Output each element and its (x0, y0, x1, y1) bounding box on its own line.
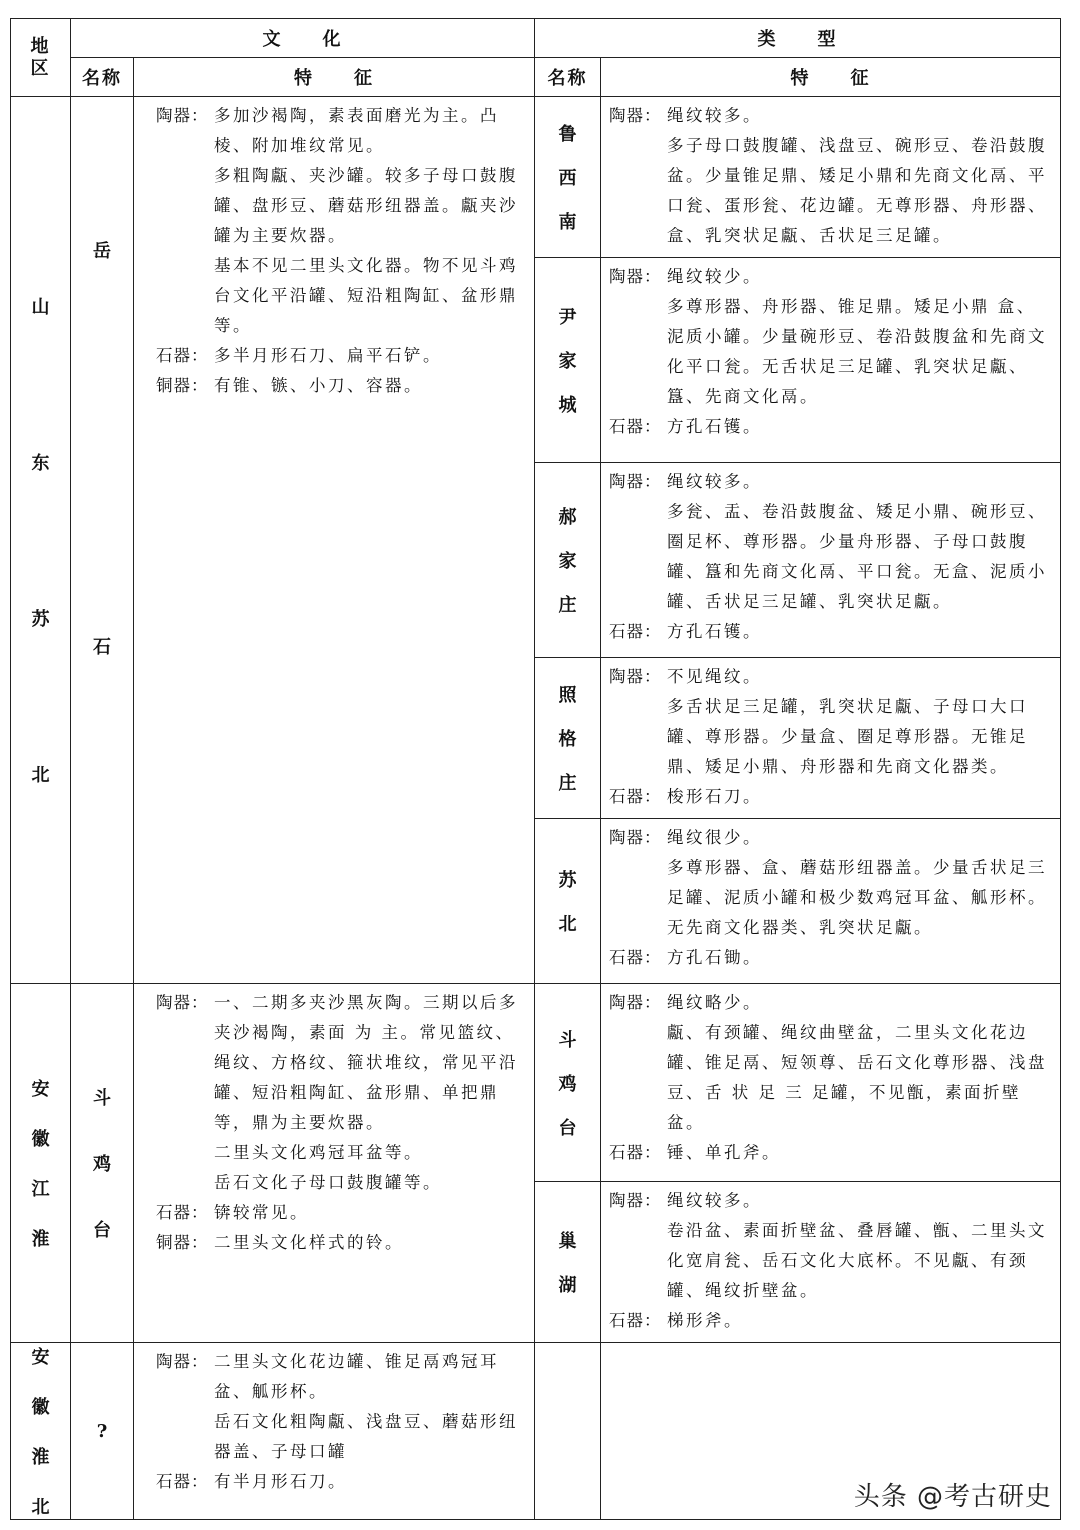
type-features-cell (601, 258, 1061, 463)
feature-paragraphs (214, 341, 526, 371)
feature-text: 卷沿盆、素面折壁盆、叠唇罐、甑、二里头文化宽肩瓮、岳石文化大底杯。不见甗、有颈罐、绳纹折壁盆。 (667, 1221, 1047, 1300)
region-label (11, 1075, 70, 1251)
culture-features-cell (134, 97, 535, 984)
category-label: 陶器： (156, 993, 209, 1012)
type-name-cell (535, 1182, 601, 1343)
type-name (535, 303, 600, 417)
culture-name (71, 1084, 133, 1242)
category-label: 陶器： (609, 828, 662, 847)
type-features-cell (601, 658, 1061, 819)
category-label: 石器： (609, 787, 662, 806)
feature-paragraphs (214, 1467, 526, 1497)
type-name-char: 尹 (558, 307, 577, 328)
type-name-char: 湖 (558, 1275, 577, 1296)
region-char: 安 (31, 1079, 50, 1100)
header-culture: 文 化 (71, 19, 535, 58)
feature-text: 多尊形器、盒、蘑菇形纽器盖。少量舌状足三足罐、泥质小罐和极少数鸡冠耳盆、觚形杯。无先商文化器类、乳突状足甗。 (667, 858, 1047, 937)
culture-name-char: 岳 (93, 241, 111, 262)
feature-entry (609, 988, 1052, 1138)
feature-text: 多舌状足三足罐，乳突状足甗、子母口大口罐、尊形器。少量盒、圈足尊形器。无锥足鼎、矮足小鼎、舟形器和先商文化器类。 (667, 697, 1028, 776)
feature-paragraphs (667, 782, 1052, 812)
category-label: 铜器： (156, 1233, 209, 1252)
category-label: 石器： (609, 948, 662, 967)
feature-paragraphs (214, 371, 526, 401)
header-type-name: 名称 (535, 58, 601, 97)
type-features-cell (601, 97, 1061, 258)
table-row (11, 1343, 1061, 1520)
feature-paragraphs (214, 1347, 526, 1467)
feature-paragraphs (667, 262, 1052, 412)
header-region-text: 地区 (30, 35, 51, 79)
feature-entry (609, 101, 1052, 251)
feature-text: 方孔石锄。 (667, 948, 762, 967)
type-name-char: 鲁 (558, 124, 577, 145)
culture-name-char: 石 (93, 637, 111, 658)
region-char: 安 (31, 1347, 50, 1368)
category-label: 陶器： (156, 106, 209, 125)
feature-entry (156, 988, 526, 1198)
feature-text: 多加沙褐陶，素表面磨光为主。凸棱、附加堆纹常见。 (214, 106, 499, 155)
region-char: 北 (31, 765, 50, 786)
category-label: 石器： (156, 346, 209, 365)
region-cell (11, 97, 71, 984)
feature-paragraphs (214, 1228, 526, 1258)
feature-text: 方孔石镬。 (667, 622, 762, 641)
feature-entry (609, 662, 1052, 782)
feature-paragraphs (667, 101, 1052, 251)
header-type: 类 型 (535, 19, 1061, 58)
feature-text: 多瓮、盂、卷沿鼓腹盆、矮足小鼎、碗形豆、圈足杯、尊形器。少量舟形器、子母口鼓腹罐、簋和先商文化鬲、平口瓮。无盒、泥质小罐、舌状足三足罐、乳突状足甗。 (667, 502, 1047, 611)
type-features-cell (601, 1182, 1061, 1343)
type-name (535, 1227, 600, 1297)
feature-entry (609, 1306, 1052, 1336)
type-name (535, 503, 600, 617)
feature-entry (156, 1467, 526, 1497)
type-name-char: 西 (558, 168, 577, 189)
category-label: 石器： (156, 1203, 209, 1222)
feature-entry (156, 1228, 526, 1258)
culture-name-cell (71, 97, 134, 984)
feature-text: 梯形斧。 (667, 1311, 743, 1330)
category-label: 陶器： (609, 993, 662, 1012)
type-name (535, 1026, 600, 1140)
feature-text: 绳纹较多。 (667, 1191, 762, 1210)
culture-name (71, 97, 133, 659)
region-char: 苏 (31, 609, 50, 630)
feature-paragraphs (667, 1186, 1052, 1306)
region-char: 山 (31, 297, 50, 318)
header-row-1 (11, 19, 1061, 58)
type-name-char: 庄 (558, 595, 577, 616)
feature-text: 有锥、镞、小刀、容器。 (214, 376, 423, 395)
feature-text: 二里头文化花边罐、锥足鬲鸡冠耳盆、觚形杯。 (214, 1352, 499, 1401)
feature-text: 梭形石刀。 (667, 787, 762, 806)
feature-text: 绳纹略少。 (667, 993, 762, 1012)
type-name (535, 866, 600, 936)
category-label: 石器： (609, 622, 662, 641)
culture-name-char: 鸡 (93, 1154, 111, 1175)
category-label: 石器： (609, 1143, 662, 1162)
feature-text: 一、二期多夹沙黑灰陶。三期以后多夹沙褐陶，素面 为 主。常见篮纹、绳纹、方格纹、箍状堆纹，常见平沿罐、短沿粗陶缸、盆形鼎、单把鼎等，鼎为主要炊器。 (214, 993, 518, 1132)
culture-name-cell (71, 984, 134, 1343)
culture-name (71, 1421, 133, 1442)
feature-paragraphs (667, 1306, 1052, 1336)
culture-name-char: 斗 (93, 1088, 111, 1109)
feature-paragraphs (667, 1138, 1052, 1168)
feature-entry (609, 262, 1052, 412)
culture-name-char: 台 (93, 1220, 111, 1241)
feature-paragraphs (667, 943, 1052, 973)
feature-text: 锛较常见。 (214, 1203, 309, 1222)
feature-entry (609, 412, 1052, 442)
type-name-char: 照 (558, 685, 577, 706)
feature-text: 岳石文化子母口鼓腹罐等。 (214, 1173, 442, 1192)
feature-text: 多尊形器、舟形器、锥足鼎。矮足小鼎 盒、泥质小罐。少量碗形豆、卷沿鼓腹盆和先商文化平口瓮。无舌状足三足罐、乳突状足甗、簋、先商文化鬲。 (667, 297, 1047, 406)
comparison-table (10, 18, 1061, 1520)
type-features-cell (601, 463, 1061, 658)
region-char: 淮 (31, 1447, 50, 1468)
type-name-char: 家 (558, 351, 577, 372)
header-culture-feature: 特 征 (134, 58, 535, 97)
feature-text: 二里头文化样式的铃。 (214, 1233, 404, 1252)
category-label: 铜器： (156, 376, 209, 395)
category-label: 石器： (609, 1311, 662, 1330)
region-char: 江 (31, 1179, 50, 1200)
category-label: 石器： (156, 1472, 209, 1491)
type-name (535, 120, 600, 234)
category-label: 陶器： (609, 1191, 662, 1210)
feature-entry (156, 101, 526, 341)
culture-name-cell (71, 1343, 134, 1520)
region-char: 淮 (31, 1229, 50, 1250)
culture-features-cell (134, 984, 535, 1343)
type-features-cell (601, 819, 1061, 984)
category-label: 陶器： (609, 472, 662, 491)
type-name-cell (535, 658, 601, 819)
type-name-cell-empty (535, 1343, 601, 1520)
type-name-char: 鸡 (558, 1073, 577, 1095)
culture-features-cell (134, 1343, 535, 1520)
type-name-char: 北 (558, 914, 577, 935)
type-name-cell (535, 819, 601, 984)
feature-paragraphs (667, 823, 1052, 943)
feature-text: 不见绳纹。 (667, 667, 762, 686)
category-label: 陶器： (609, 667, 662, 686)
feature-text: 绳纹很少。 (667, 828, 762, 847)
feature-entry (609, 1138, 1052, 1168)
region-char: 徽 (31, 1397, 50, 1418)
type-name-char: 斗 (558, 1029, 577, 1051)
feature-entry (156, 341, 526, 371)
type-name-char: 台 (558, 1117, 577, 1139)
header-region (11, 19, 71, 97)
feature-text: 多半月形石刀、扁平石铲。 (214, 346, 442, 365)
feature-paragraphs (214, 988, 526, 1198)
header-row-2 (11, 58, 1061, 97)
feature-text: 甗、有颈罐、绳纹曲壁盆，二里头文化花边罐、锥足鬲、短领尊、岳石文化尊形器、浅盘豆、舌 状 足 三 足罐，不见甑，素面折壁盆。 (667, 1023, 1047, 1132)
type-features-cell-empty (601, 1343, 1061, 1520)
feature-text: 绳纹较多。 (667, 472, 762, 491)
feature-entry (609, 823, 1052, 943)
feature-paragraphs (214, 101, 526, 341)
type-name-char: 苏 (558, 870, 577, 891)
type-name (535, 681, 600, 795)
category-label: 陶器： (156, 1352, 209, 1371)
feature-entry (609, 1186, 1052, 1306)
region-char: 徽 (31, 1129, 50, 1150)
type-name-cell (535, 463, 601, 658)
feature-entry (609, 782, 1052, 812)
type-name-cell (535, 258, 601, 463)
table-row (11, 984, 1061, 1182)
type-name-cell (535, 97, 601, 258)
feature-text: 绳纹较少。 (667, 267, 762, 286)
feature-entry (156, 1198, 526, 1228)
type-name-char: 城 (558, 395, 577, 416)
feature-entry (156, 371, 526, 401)
region-cell (11, 984, 71, 1343)
region-label (11, 1343, 70, 1519)
type-name-char: 郝 (558, 507, 577, 528)
feature-text: 有半月形石刀。 (214, 1472, 347, 1491)
feature-text: 方孔石镬。 (667, 417, 762, 436)
table-row (11, 97, 1061, 258)
header-type-feature: 特 征 (601, 58, 1061, 97)
type-name-char: 庄 (558, 773, 577, 794)
region-cell (11, 1343, 71, 1520)
feature-entry (609, 617, 1052, 647)
feature-paragraphs (214, 1198, 526, 1228)
type-name-char: 格 (558, 729, 577, 750)
feature-entry (609, 943, 1052, 973)
header-culture-name: 名称 (71, 58, 134, 97)
feature-text: 锤、单孔斧。 (667, 1143, 781, 1162)
region-label (11, 293, 70, 787)
feature-paragraphs (667, 988, 1052, 1138)
region-char: 北 (31, 1497, 50, 1518)
type-name-char: 南 (558, 212, 577, 233)
region-char: 东 (31, 453, 50, 474)
category-label: 石器： (609, 417, 662, 436)
feature-paragraphs (667, 412, 1052, 442)
table-wrapper (10, 18, 1060, 1530)
feature-text: 基本不见二里头文化器。物不见斗鸡台文化平沿罐、短沿粗陶缸、盆形鼎等。 (214, 256, 518, 335)
category-label: 陶器： (609, 106, 662, 125)
feature-text: 二里头文化鸡冠耳盆等。 (214, 1143, 423, 1162)
watermark: 头条 @考古研史 (853, 1482, 1052, 1512)
feature-paragraphs (667, 467, 1052, 617)
feature-paragraphs (667, 662, 1052, 782)
feature-text: 多子母口鼓腹罐、浅盘豆、碗形豆、卷沿鼓腹盆。少量锥足鼎、矮足小鼎和先商文化鬲、平口瓮、蛋形瓮、花边罐。无尊形器、舟形器、盒、乳突状足甗、舌状足三足罐。 (667, 136, 1047, 245)
feature-text: 绳纹较多。 (667, 106, 762, 125)
category-label: 陶器： (609, 267, 662, 286)
type-name-cell (535, 984, 601, 1182)
type-features-cell (601, 984, 1061, 1182)
type-name-char: 巢 (558, 1231, 577, 1252)
feature-entry (609, 467, 1052, 617)
culture-name-char: ? (96, 1420, 108, 1442)
type-name-char: 家 (558, 551, 577, 572)
feature-entry (156, 1347, 526, 1467)
feature-paragraphs (667, 617, 1052, 647)
feature-text: 岳石文化粗陶甗、浅盘豆、蘑菇形纽器盖、子母口罐 (214, 1412, 518, 1461)
feature-text: 多粗陶甗、夹沙罐。较多子母口鼓腹罐、盘形豆、蘑菇形纽器盖。甗夹沙罐为主要炊器。 (214, 166, 518, 245)
